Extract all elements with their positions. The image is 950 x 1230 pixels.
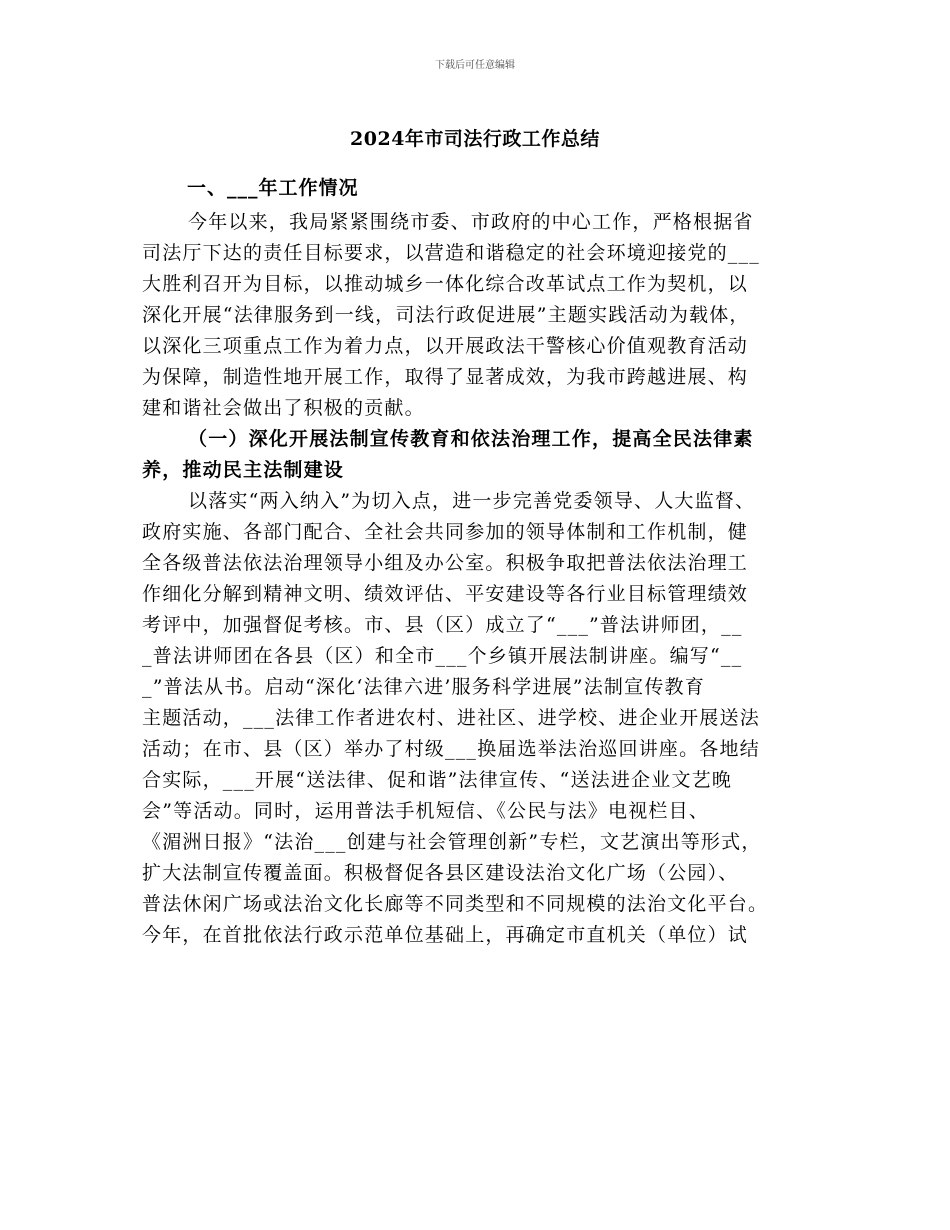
header-note: 下载后可任意编辑 xyxy=(435,60,515,71)
text-line: 普法休闲广场或法治文化长廊等不同类型和不同规模的法治文化平台。 xyxy=(142,893,769,915)
text-line: 活动；在市、县（区）举办了村级___换届选举法治巡回讲座。各地结 xyxy=(142,738,760,760)
text-line: 今年以来，我局紧紧围绕市委、市政府的中心工作，严格根据省 xyxy=(188,211,754,233)
text-line: _普法讲师团在各县（区）和全市___个乡镇开展法制讲座。编写“__ xyxy=(142,645,743,667)
text-line: _”普法从书。启动“深化‘法律六进’服务科学进展”法制宣传教育 xyxy=(142,676,705,698)
text-line: 建和谐社会做出了积极的贡献。 xyxy=(142,397,425,419)
text-line: 考评中，加强督促考核。市、县（区）成立了“___”普法讲师团，__ xyxy=(142,614,743,636)
text-line: 以深化三项重点工作为着力点，以开展政法干警核心价值观教育活动 xyxy=(142,335,749,357)
text-line: 以落实“两入纳入”为切入点，进一步完善党委领导、人大监督、 xyxy=(188,490,756,512)
text-line: 深化开展“法律服务到一线，司法行政促进展”主题实践活动为载体， xyxy=(142,304,750,326)
text-line: 为保障，制造性地开展工作，取得了显著成效，为我市跨越进展、构 xyxy=(142,366,749,388)
text-line: 大胜利召开为目标，以推动城乡一体化综合改革试点工作为契机，以 xyxy=(142,273,749,295)
text-line: 会”等活动。同时，运用普法手机短信、《公民与法》电视栏目、 xyxy=(142,800,710,822)
document-title: 2024年市司法行政工作总结 xyxy=(350,128,600,150)
text-line: 扩大法制宣传覆盖面。积极督促各县区建设法治文化广场（公园）、 xyxy=(142,862,739,884)
text-line: 政府实施、各部门配合、全社会共同参加的领导体制和工作机制，健 xyxy=(142,521,749,543)
text-line: 主题活动，___法律工作者进农村、进社区、进学校、进企业开展送法 xyxy=(142,707,760,729)
text-line: 司法厅下达的责任目标要求，以营造和谐稳定的社会环境迎接党的___ xyxy=(142,242,760,264)
subsection-heading-line: 养，推动民主法制建设 xyxy=(142,459,345,481)
section-heading: 一、___年工作情况 xyxy=(187,177,359,199)
text-line: 全各级普法依法治理领导小组及办公室。积极争取把普法依法治理工 xyxy=(142,552,749,574)
text-line: 作细化分解到精神文明、绩效评估、平安建设等各行业目标管理绩效 xyxy=(142,583,749,605)
text-line: 《湄洲日报》“法治___创建与社会管理创新”专栏，文艺演出等形式， xyxy=(142,831,762,853)
text-line: 合实际，___开展“送法律、促和谐”法律宣传、“送法进企业文艺晚 xyxy=(142,769,733,791)
body-text xyxy=(142,207,832,951)
subsection-heading-line: （一）深化开展法制宣传教育和依法治理工作，提高全民法律素 xyxy=(188,428,754,450)
text-line: 今年，在首批依法行政示范单位基础上，再确定市直机关（单位）试 xyxy=(142,924,749,946)
